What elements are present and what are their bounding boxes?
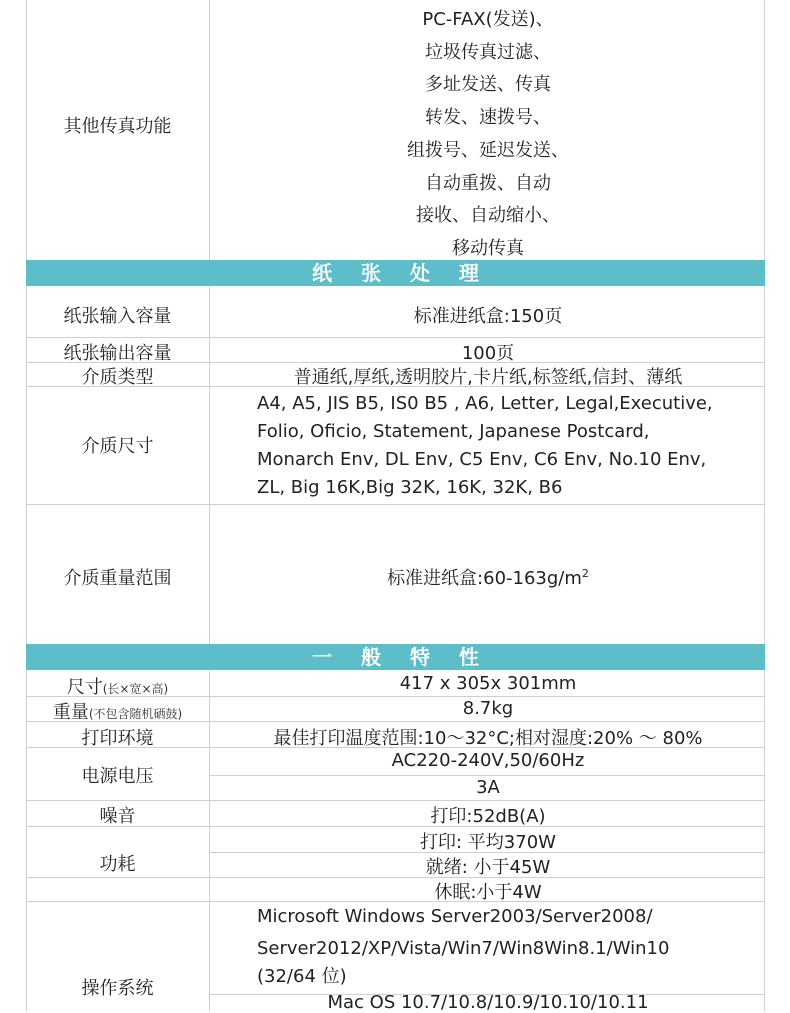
size-label-text: 尺寸	[66, 677, 103, 698]
media-weight-superscript: 2	[581, 567, 589, 580]
weight-label-note: (不包含随机硒鼓)	[88, 707, 183, 721]
row-divider	[26, 504, 765, 505]
power-value: AC220-240V,50/60Hz	[391, 750, 585, 771]
fax-feature-line: 自动重拨、自动	[425, 173, 551, 194]
fax-feature-line: PC-FAX(发送)、	[422, 9, 554, 30]
fax-feature-line: 组拨号、延迟发送、	[407, 140, 569, 161]
spec-table	[26, 0, 765, 1011]
print-env-label: 打印环境	[81, 728, 154, 749]
size-label-note: (长×宽×高)	[102, 682, 169, 696]
os-line: (32/64 位)	[257, 966, 347, 987]
size-value: 417 x 305x 301mm	[399, 673, 577, 694]
row-divider	[26, 800, 765, 801]
media-size-line: ZL, Big 16K,Big 32K, 16K, 32K, B6	[257, 477, 563, 498]
media-weight-value	[211, 564, 765, 590]
os-line: Server2012/XP/Vista/Win7/Win8Win8.1/Win10	[257, 938, 670, 959]
fax-features-label: 其他传真功能	[63, 116, 172, 137]
paper-output-value: 100页	[461, 343, 515, 364]
section-header-general	[26, 644, 765, 670]
section-title: 一 般 特 性	[312, 645, 479, 669]
paper-input-label: 纸张输入容量	[63, 306, 172, 327]
media-weight-text: 标准进纸盒:60-163g/m	[387, 568, 582, 589]
weight-label-text: 重量	[52, 702, 89, 723]
weight-value: 8.7kg	[462, 698, 514, 719]
os-line: Microsoft Windows Server2003/Server2008/	[257, 906, 653, 927]
os-cut-line-wrap	[211, 992, 765, 1013]
noise-label: 噪音	[99, 806, 136, 827]
power-label: 电源电压	[81, 766, 154, 787]
consumption-line: 打印: 平均370W	[420, 832, 556, 853]
media-weight-label: 介质重量范围	[63, 568, 172, 589]
paper-output-label: 纸张输出容量	[63, 343, 172, 364]
media-size-line: Folio, Oficio, Statement, Japanese Postcard,	[257, 421, 650, 442]
fax-feature-line: 移动传真	[452, 238, 524, 259]
media-size-line: Monarch Env, DL Env, C5 Env, C6 Env, No.10 Env,	[257, 449, 707, 470]
os-cut-line: Mac OS 10.7/10.8/10.9/10.10/10.11	[327, 992, 649, 1013]
row-divider	[26, 337, 765, 338]
section-title: 纸 张 处 理	[312, 261, 479, 285]
section-header-paper	[26, 260, 765, 286]
print-env-value: 最佳打印温度范围:10～32°C;相对湿度:20% ～ 80%	[273, 728, 703, 749]
media-type-value: 普通纸,厚纸,透明胶片,卡片纸,标签纸,信封、薄纸	[293, 367, 683, 388]
fax-feature-line: 垃圾传真过滤、	[425, 42, 551, 63]
size-label	[26, 673, 209, 699]
consumption-line: 就绪: 小于45W	[425, 857, 551, 878]
noise-value: 打印:52dB(A)	[430, 806, 546, 827]
fax-feature-line: 转发、速拨号、	[425, 107, 551, 128]
column-divider	[209, 0, 210, 260]
power-value-current: 3A	[476, 777, 500, 798]
consumption-label: 功耗	[99, 854, 136, 875]
consumption-line: 休眠:小于4W	[434, 882, 542, 903]
media-size-line: A4, A5, JIS B5, IS0 B5 , A6, Letter, Legal,Executive,	[257, 393, 713, 414]
weight-label	[26, 698, 209, 724]
paper-input-value: 标准进纸盒:150页	[413, 306, 563, 327]
media-size-label: 介质尺寸	[81, 436, 154, 457]
row-divider	[210, 775, 765, 776]
media-type-label: 介质类型	[81, 367, 154, 388]
fax-feature-line: 接收、自动缩小、	[416, 205, 560, 226]
os-label: 操作系统	[81, 978, 154, 999]
fax-feature-line: 多址发送、传真	[425, 74, 551, 95]
column-divider	[209, 286, 210, 644]
